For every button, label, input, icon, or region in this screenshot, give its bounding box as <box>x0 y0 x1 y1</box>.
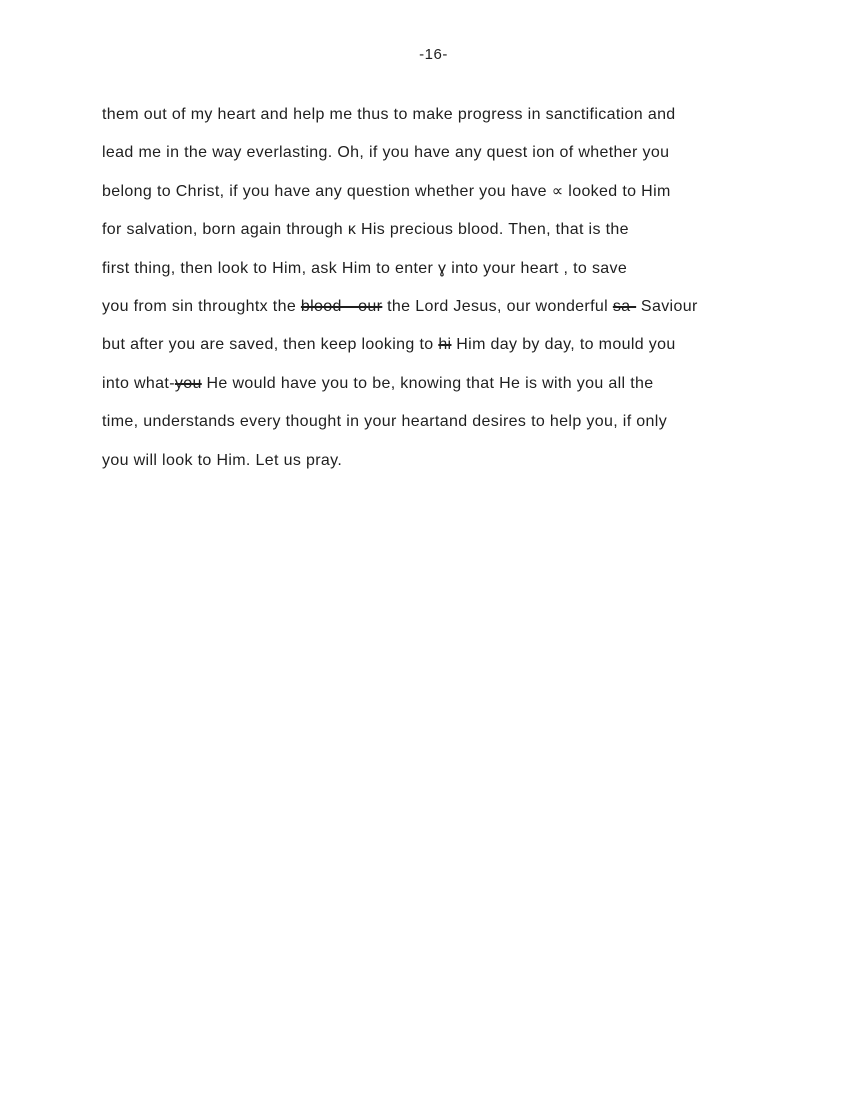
text-line <box>102 250 802 288</box>
struck-text: blood—our <box>300 297 383 315</box>
struck-text: you <box>174 374 202 392</box>
text-segment: Him day by day, to mould you <box>451 336 676 354</box>
struck-text: sa- <box>612 297 637 315</box>
text-segment: them out of my heart and help me thus to make progress in sanctification and <box>102 106 676 123</box>
text-line <box>102 96 802 134</box>
text-line <box>102 442 802 480</box>
text-segment: first thing, then look to Him, ask Him to enter ɣ into your heart , to save <box>102 259 628 277</box>
text-segment: belong to Christ, if you have any question whether you have ∝ looked to Him <box>102 182 671 200</box>
text-segment: the Lord Jesus, our wonderful <box>382 297 613 315</box>
text-line <box>102 326 802 364</box>
text-segment: into what- <box>102 374 175 392</box>
text-segment: lead me in the way everlasting. Oh, if you have any quest ion of whether you <box>102 144 670 162</box>
text-segment: you from sin throughtx the <box>102 297 301 315</box>
text-segment: Saviour <box>636 297 698 315</box>
text-segment: you will look to Him. Let us pray. <box>102 451 343 469</box>
text-segment: but after you are saved, then keep looking to <box>102 336 439 354</box>
text-line <box>102 365 802 403</box>
text-line <box>102 173 802 211</box>
text-segment: He would have you to be, knowing that He is with you all the <box>201 374 654 392</box>
text-segment: time, understands every thought in your heartand desires to help you, if only <box>102 413 668 431</box>
text-line <box>102 288 802 326</box>
text-line <box>102 134 802 172</box>
page-number: -16- <box>419 46 448 63</box>
body-text <box>102 96 802 480</box>
text-segment: for salvation, born again through ĸ His precious blood. Then, that is the <box>102 221 629 239</box>
text-line <box>102 211 802 249</box>
text-line <box>102 403 802 441</box>
struck-text: hi <box>438 336 452 354</box>
